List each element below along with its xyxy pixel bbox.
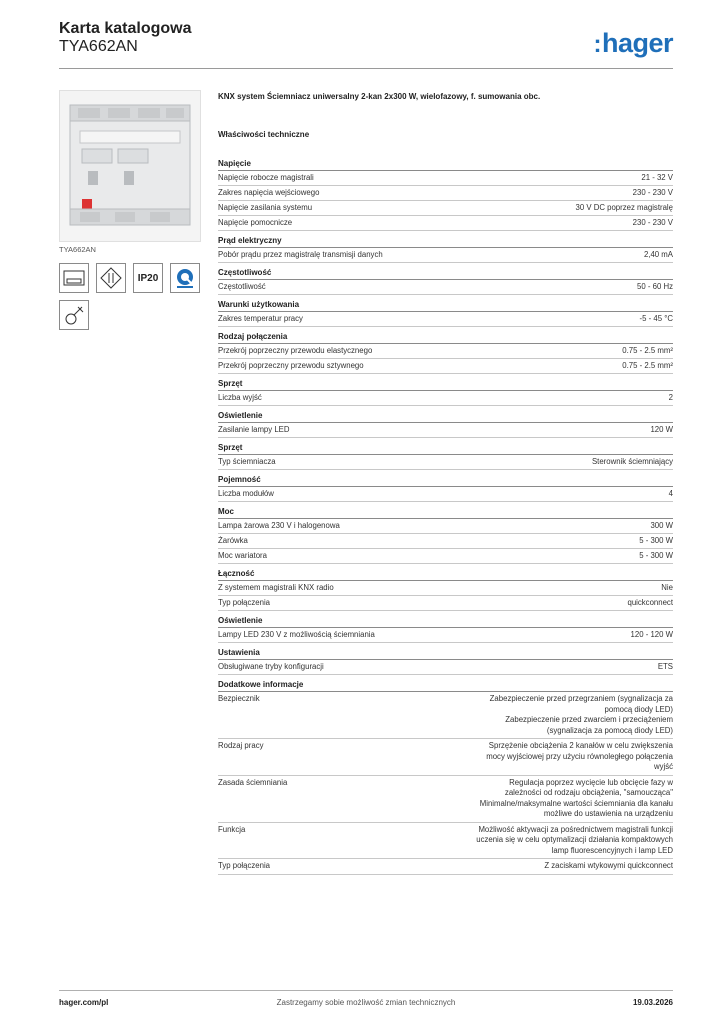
spec-label: Liczba modułów	[218, 489, 274, 498]
additional-value	[423, 778, 673, 820]
spec-label: Zakres napięcia wejściowego	[218, 188, 320, 197]
product-code: TYA662AN	[59, 38, 138, 55]
additional-value-line: wyjść	[653, 762, 673, 771]
spec-section	[218, 374, 673, 406]
spec-value: -5 - 45 °C	[639, 314, 673, 323]
spec-value: 50 - 60 Hz	[637, 282, 673, 291]
header-divider	[59, 68, 673, 69]
section-title: Moc	[218, 502, 673, 519]
section-title: Sprzęt	[218, 374, 673, 391]
spec-value: quickconnect	[627, 598, 673, 607]
additional-value-line: Z zaciskami wtykowymi quickconnect	[544, 861, 673, 870]
spec-value: 5 - 300 W	[639, 536, 673, 545]
additional-value-line: pomocą diody LED)	[604, 704, 673, 714]
additional-value-line: Regulacja poprzez wycięcie lub obcięcie fazy w	[509, 777, 673, 787]
spec-section	[218, 406, 673, 438]
page-title: Karta katalogowa	[59, 20, 192, 37]
additional-value	[423, 861, 673, 872]
ip-rating-text: IP20	[137, 272, 159, 284]
spec-label: Moc wariatora	[218, 551, 267, 560]
spec-row	[218, 312, 673, 327]
additional-value-line: (sygnalizacja za pomocą diody LED)	[546, 725, 673, 735]
product-drawing	[60, 91, 200, 241]
spec-row	[218, 534, 673, 549]
spec-label: Zasilanie lampy LED	[218, 425, 290, 434]
spec-value: 300 W	[650, 521, 673, 530]
spec-value: 0.75 - 2.5 mm²	[622, 346, 673, 355]
additional-label: Rodzaj pracy	[218, 741, 264, 750]
spec-label: Obsługiwane tryby konfiguracji	[218, 662, 324, 671]
additional-label: Zasada ściemniania	[218, 777, 288, 787]
section-title: Częstotliwość	[218, 263, 673, 280]
spec-value: 2	[668, 393, 673, 402]
spec-section	[218, 564, 673, 611]
additional-value-line: Możliwość aktywacji za pośrednictwem magistrali funkcji	[478, 824, 673, 834]
section-title: Sprzęt	[218, 438, 673, 455]
additional-label: Funkcja	[218, 824, 246, 834]
footer-date: 19.03.2026	[632, 998, 673, 1007]
spec-column	[218, 92, 673, 875]
spec-value: 0.75 - 2.5 mm²	[622, 361, 673, 370]
spec-row	[218, 186, 673, 201]
spec-label: Napięcie zasilania systemu	[218, 203, 313, 212]
spec-value: 30 V DC poprzez magistralę	[575, 203, 673, 212]
spec-row	[218, 216, 673, 231]
spec-row	[218, 280, 673, 295]
product-description: KNX system Ściemniacz uniwersalny 2-kan 2x300 W, wielofazowy, f. sumowania obc.	[218, 92, 541, 101]
spec-section	[218, 263, 673, 295]
spec-label: Z systemem magistrali KNX radio	[218, 583, 334, 592]
spec-value: Nie	[661, 583, 673, 592]
spec-label: Napięcie robocze magistrali	[218, 173, 314, 182]
spec-value: Sterownik ściemniający	[591, 457, 673, 466]
spec-label: Częstotliwość	[218, 282, 266, 291]
additional-row	[218, 859, 673, 875]
spec-section	[218, 231, 673, 263]
footer-disclaimer: Zastrzegamy sobie możliwość zmian technicznych	[276, 998, 456, 1007]
section-title: Ustawienia	[218, 643, 673, 660]
spec-value: 21 - 32 V	[641, 173, 673, 182]
spec-label: Żarówka	[218, 536, 248, 545]
additional-value	[423, 825, 673, 857]
additional-value-line: Minimalne/maksymalne wartości ściemniania dla kanału	[479, 798, 673, 808]
spec-label: Lampy LED 230 V z możliwością ściemniania	[218, 630, 375, 639]
additional-value-line: uczenia się w celu optymalizacji działania kompaktowych	[476, 835, 673, 844]
quickconnect-icon	[170, 263, 200, 293]
spec-row	[218, 171, 673, 186]
page-header	[59, 20, 673, 70]
additional-value-line: Zabezpieczenie przed zwarciem i przeciążeniem	[505, 715, 673, 724]
additional-value-line: lamp fluorescencyjnych i lamp LED	[551, 845, 673, 855]
spec-value: 2,40 mA	[643, 250, 673, 259]
additional-value-line: zależności od rodzaju obciążenia, "samoucząca"	[504, 788, 673, 797]
section-title: Dodatkowe informacje	[218, 675, 673, 692]
spec-section	[218, 502, 673, 564]
footer-url[interactable]: hager.com/pl	[59, 998, 109, 1007]
additional-info	[218, 675, 673, 875]
spec-section	[218, 438, 673, 470]
additional-row	[218, 776, 673, 823]
image-caption: TYA662AN	[59, 245, 96, 254]
spec-value: 120 - 120 W	[630, 630, 673, 639]
spec-row	[218, 660, 673, 675]
additional-value-line: Sprzężenie obciążenia 2 kanałów w celu zwiększenia	[488, 741, 673, 750]
ip-rating-badge	[133, 263, 163, 293]
dimmer-icon	[96, 263, 126, 293]
spec-value: 230 - 230 V	[632, 218, 673, 227]
section-title: Oświetlenie	[218, 611, 673, 628]
spec-row	[218, 628, 673, 643]
logo-text: hager	[601, 28, 673, 58]
spec-sections	[218, 154, 673, 675]
section-title: Warunki użytkowania	[218, 295, 673, 312]
section-title: Prąd elektryczny	[218, 231, 673, 248]
additional-label: Typ połączenia	[218, 861, 271, 870]
additional-value	[423, 694, 673, 736]
spec-label: Przekrój poprzeczny przewodu elastycznego	[218, 346, 373, 355]
spec-value: 230 - 230 V	[632, 188, 673, 197]
spec-row	[218, 549, 673, 564]
spec-label: Zakres temperatur pracy	[218, 314, 303, 323]
additional-value-line: możliwe do ustawienia na urządzeniu	[543, 809, 673, 818]
spec-row	[218, 391, 673, 406]
spec-label: Napięcie pomocnicze	[218, 218, 293, 227]
spec-row	[218, 248, 673, 263]
section-title: Łączność	[218, 564, 673, 581]
spec-label: Typ ściemniacza	[218, 457, 276, 466]
lamp-icon	[59, 300, 89, 330]
section-title: Pojemność	[218, 470, 673, 487]
spec-row	[218, 344, 673, 359]
spec-label: Lampa żarowa 230 V i halogenowa	[218, 521, 340, 530]
spec-row	[218, 487, 673, 502]
hager-logo[interactable]: :hager	[593, 28, 673, 58]
additional-value-line: mocy wyjściowej przy użyciu równoległego połączenia	[486, 751, 673, 761]
spec-value: 5 - 300 W	[639, 551, 673, 560]
section-title: Napięcie	[218, 154, 673, 171]
section-title: Oświetlenie	[218, 406, 673, 423]
spec-value: 4	[668, 489, 673, 498]
spec-value: 120 W	[650, 425, 673, 434]
spec-row	[218, 581, 673, 596]
ce-mark-icon	[59, 263, 89, 293]
product-image	[59, 90, 201, 242]
spec-section	[218, 611, 673, 643]
spec-section	[218, 470, 673, 502]
spec-label: Typ połączenia	[218, 598, 271, 607]
spec-section	[218, 295, 673, 327]
spec-section	[218, 154, 673, 231]
additional-row	[218, 739, 673, 776]
spec-row	[218, 596, 673, 611]
section-title: Rodzaj połączenia	[218, 327, 673, 344]
additional-row	[218, 692, 673, 739]
tech-properties-heading: Właściwości techniczne	[218, 130, 310, 139]
additional-label: Bezpiecznik	[218, 694, 260, 703]
spec-row	[218, 423, 673, 438]
spec-row	[218, 455, 673, 470]
additional-value	[423, 741, 673, 773]
additional-row	[218, 823, 673, 860]
spec-label: Przekrój poprzeczny przewodu sztywnego	[218, 361, 364, 370]
spec-section	[218, 643, 673, 675]
spec-row	[218, 519, 673, 534]
additional-value-line: Zabezpieczenie przed przegrzaniem (sygnalizacja za	[489, 694, 673, 703]
spec-value: ETS	[657, 662, 673, 671]
spec-section	[218, 327, 673, 374]
spec-row	[218, 359, 673, 374]
spec-row	[218, 201, 673, 216]
spec-label: Pobór prądu przez magistralę transmisji danych	[218, 250, 383, 259]
spec-label: Liczba wyjść	[218, 393, 262, 402]
footer-divider	[59, 990, 673, 991]
